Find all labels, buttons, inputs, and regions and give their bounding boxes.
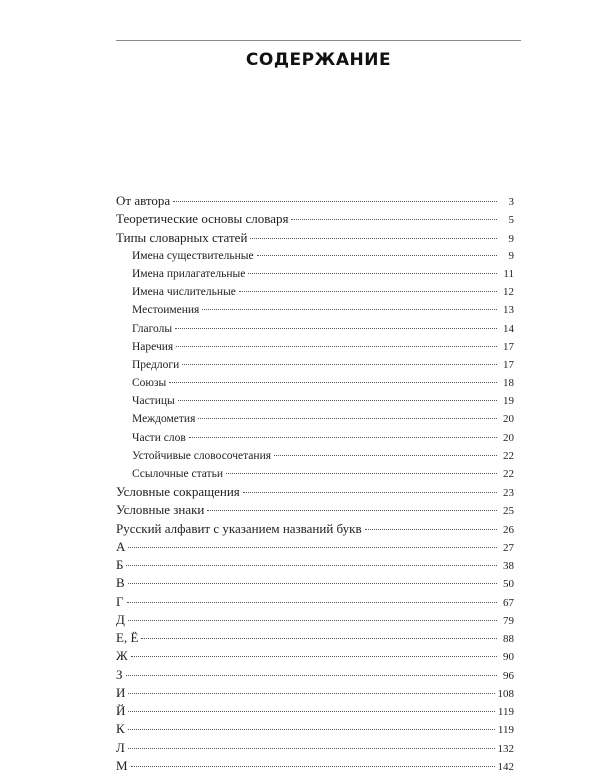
toc-entry-title: Устойчивые словосочетания xyxy=(132,449,272,462)
toc-entry-page-number: 20 xyxy=(503,413,514,426)
toc-entry-title: Союзы xyxy=(132,377,167,390)
toc-entry[interactable] xyxy=(116,483,514,501)
toc-entry[interactable] xyxy=(116,501,514,519)
toc-entry[interactable] xyxy=(116,447,514,465)
toc-entry-title: А xyxy=(116,538,126,554)
toc-dot-leader xyxy=(202,309,497,310)
toc-entry[interactable] xyxy=(116,283,514,301)
toc-entry-page-number: 18 xyxy=(503,377,514,390)
toc-entry-page-number: 79 xyxy=(503,614,514,627)
toc-entry-page-number: 12 xyxy=(503,286,514,299)
toc-entry[interactable] xyxy=(116,574,514,592)
toc-entry-page-number: 22 xyxy=(503,449,514,462)
toc-entry-title: З xyxy=(116,666,123,682)
toc-entry-title: Ж xyxy=(116,648,128,664)
toc-dot-leader xyxy=(141,638,497,639)
toc-dot-leader xyxy=(291,219,497,220)
toc-entry[interactable] xyxy=(116,210,514,228)
toc-entry-title: В xyxy=(116,575,125,591)
toc-entry-title: Имена прилагательные xyxy=(132,267,246,280)
toc-entry[interactable] xyxy=(116,757,514,775)
toc-entry-page-number: 5 xyxy=(508,214,514,227)
toc-entry-title: Е, Ё xyxy=(116,630,139,646)
toc-dot-leader xyxy=(169,382,497,383)
table-of-contents xyxy=(116,192,514,775)
toc-entry-title: Условные сокращения xyxy=(116,484,240,500)
toc-dot-leader xyxy=(173,201,497,202)
toc-entry-title: Имена числительные xyxy=(132,286,236,299)
toc-entry[interactable] xyxy=(116,301,514,319)
toc-entry-title: К xyxy=(116,721,125,737)
toc-entry[interactable] xyxy=(116,429,514,447)
toc-entry[interactable] xyxy=(116,720,514,738)
toc-entry-page-number: 27 xyxy=(503,541,514,554)
toc-entry[interactable] xyxy=(116,702,514,720)
toc-entry[interactable] xyxy=(116,611,514,629)
toc-entry[interactable] xyxy=(116,538,514,556)
toc-dot-leader xyxy=(131,766,495,767)
toc-dot-leader xyxy=(207,510,497,511)
toc-entry-title: Й xyxy=(116,703,126,719)
page-title: СОДЕРЖАНИЕ xyxy=(245,50,392,70)
toc-entry[interactable] xyxy=(116,629,514,647)
toc-entry[interactable] xyxy=(116,356,514,374)
toc-entry-page-number: 90 xyxy=(503,651,514,664)
toc-entry[interactable] xyxy=(116,465,514,483)
toc-entry-page-number: 26 xyxy=(503,523,514,536)
toc-entry[interactable] xyxy=(116,520,514,538)
toc-entry-page-number: 88 xyxy=(503,633,514,646)
toc-dot-leader xyxy=(131,656,497,657)
toc-entry-page-number: 25 xyxy=(503,505,514,518)
toc-entry-title: Г xyxy=(116,593,124,609)
toc-entry-page-number: 19 xyxy=(503,395,514,408)
toc-dot-leader xyxy=(239,291,497,292)
toc-dot-leader xyxy=(126,565,497,566)
toc-dot-leader xyxy=(128,583,497,584)
toc-entry[interactable] xyxy=(116,593,514,611)
toc-entry-title: Междометия xyxy=(132,413,196,426)
toc-entry-title: Глаголы xyxy=(132,322,173,335)
toc-entry-title: Условные знаки xyxy=(116,502,205,518)
toc-entry-page-number: 108 xyxy=(497,687,514,700)
toc-entry-page-number: 9 xyxy=(508,232,514,245)
toc-entry[interactable] xyxy=(116,739,514,757)
toc-entry[interactable] xyxy=(116,410,514,428)
toc-entry[interactable] xyxy=(116,247,514,265)
toc-dot-leader xyxy=(248,273,497,274)
toc-dot-leader xyxy=(250,238,497,239)
toc-dot-leader xyxy=(127,602,497,603)
toc-dot-leader xyxy=(128,729,495,730)
toc-entry[interactable] xyxy=(116,647,514,665)
toc-dot-leader xyxy=(198,418,497,419)
toc-dot-leader xyxy=(126,675,497,676)
toc-entry-page-number: 13 xyxy=(503,304,514,317)
toc-entry-title: Д xyxy=(116,611,125,627)
toc-entry-title: Типы словарных статей xyxy=(116,229,248,245)
toc-entry-title: Наречия xyxy=(132,340,174,353)
toc-entry-title: Части слов xyxy=(132,431,186,444)
toc-entry-page-number: 119 xyxy=(497,724,514,737)
toc-dot-leader xyxy=(175,328,497,329)
toc-dot-leader xyxy=(128,620,497,621)
toc-entry-title: От автора xyxy=(116,193,171,208)
toc-entry-page-number: 50 xyxy=(503,578,514,591)
toc-entry-page-number: 119 xyxy=(497,706,514,719)
toc-entry-page-number: 17 xyxy=(503,358,514,371)
toc-dot-leader xyxy=(128,547,497,548)
toc-entry[interactable] xyxy=(116,192,514,210)
toc-entry-page-number: 20 xyxy=(503,431,514,444)
toc-entry[interactable] xyxy=(116,338,514,356)
toc-entry[interactable] xyxy=(116,320,514,338)
toc-entry-title: И xyxy=(116,684,126,700)
toc-entry-page-number: 23 xyxy=(503,487,514,500)
toc-entry-page-number: 3 xyxy=(508,196,514,208)
toc-dot-leader xyxy=(128,693,494,694)
toc-entry-page-number: 14 xyxy=(503,322,514,335)
toc-entry-title: Частицы xyxy=(132,395,175,408)
toc-entry[interactable] xyxy=(116,374,514,392)
toc-entry-title: Местоимения xyxy=(132,304,200,317)
toc-entry-page-number: 67 xyxy=(503,596,514,609)
top-rule xyxy=(116,40,521,41)
toc-entry-title: Русский алфавит с указанием названий букв xyxy=(116,520,362,536)
toc-entry-page-number: 142 xyxy=(497,760,514,773)
toc-entry-title: Предлоги xyxy=(132,358,180,371)
toc-entry[interactable] xyxy=(116,265,514,283)
toc-entry-page-number: 22 xyxy=(503,468,514,480)
toc-dot-leader xyxy=(189,437,497,438)
toc-entry-page-number: 132 xyxy=(497,742,514,755)
toc-entry[interactable] xyxy=(116,666,514,684)
toc-entry[interactable] xyxy=(116,229,514,247)
toc-entry[interactable] xyxy=(116,392,514,410)
toc-entry-page-number: 38 xyxy=(503,560,514,573)
toc-dot-leader xyxy=(128,711,495,712)
toc-entry-title: Ссылочные статьи xyxy=(132,468,223,480)
toc-entry-title: Б xyxy=(116,557,124,573)
toc-dot-leader xyxy=(226,473,497,474)
toc-entry-title: Имена существительные xyxy=(132,249,254,262)
toc-dot-leader xyxy=(365,529,497,530)
toc-dot-leader xyxy=(176,346,497,347)
toc-entry[interactable] xyxy=(116,684,514,702)
toc-entry-page-number: 9 xyxy=(508,249,514,262)
toc-entry[interactable] xyxy=(116,556,514,574)
toc-entry-page-number: 11 xyxy=(503,267,514,280)
toc-dot-leader xyxy=(182,364,497,365)
toc-entry-page-number: 96 xyxy=(503,669,514,682)
toc-dot-leader xyxy=(257,255,497,256)
toc-dot-leader xyxy=(243,492,497,493)
toc-entry-title: Теоретические основы словаря xyxy=(116,211,289,227)
toc-dot-leader xyxy=(274,455,497,456)
toc-dot-leader xyxy=(128,748,495,749)
toc-dot-leader xyxy=(178,400,497,401)
toc-entry-page-number: 17 xyxy=(503,340,514,353)
toc-entry-title: Л xyxy=(116,739,125,755)
toc-entry-title: М xyxy=(116,757,128,773)
